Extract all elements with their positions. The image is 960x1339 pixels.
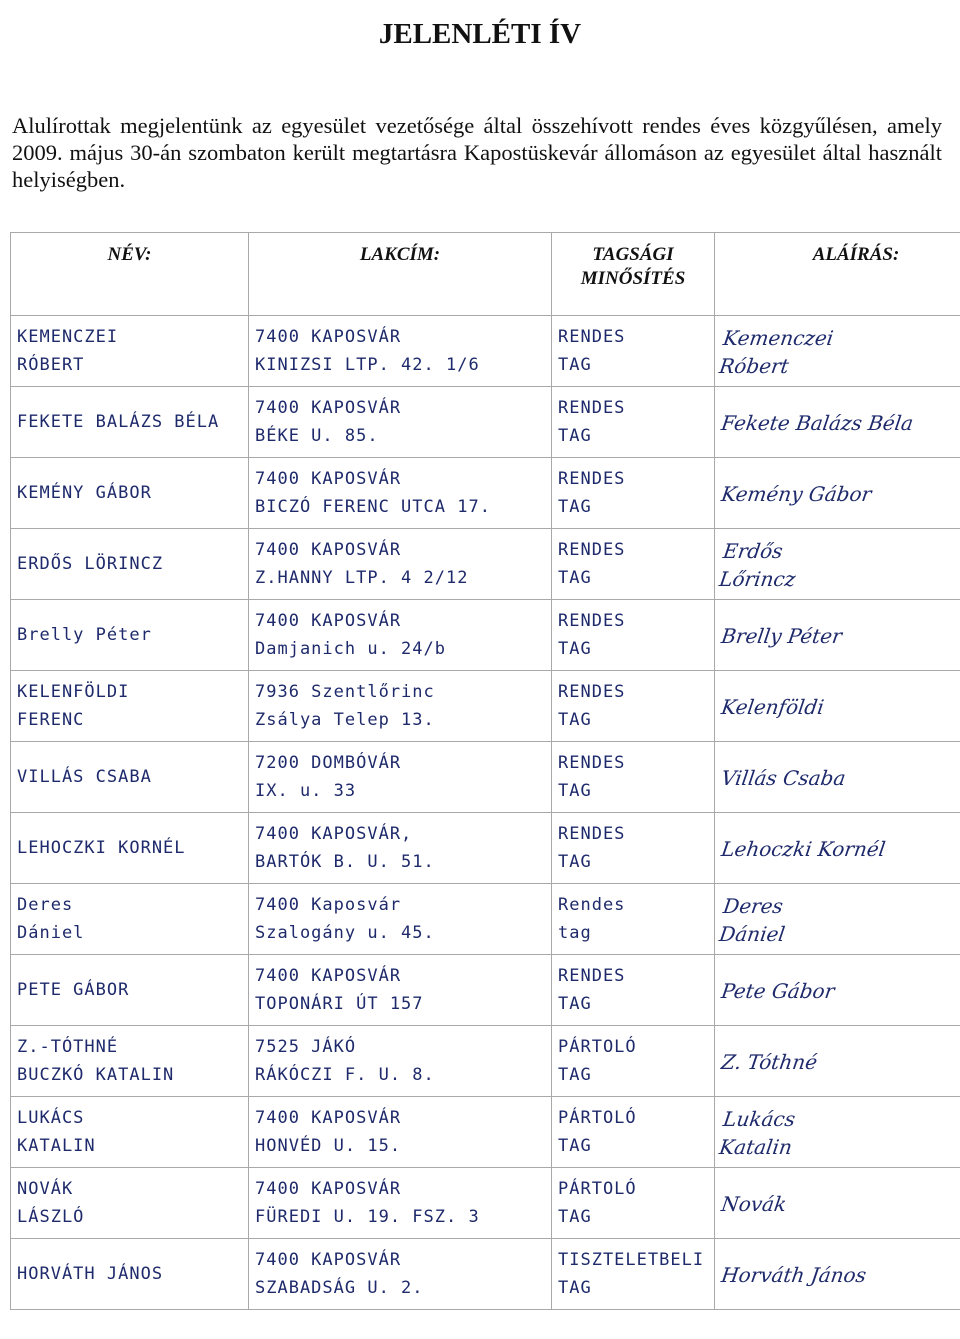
table-row <box>11 1026 960 1097</box>
status-cell-line1: RENDES <box>558 327 626 347</box>
address-cell-line1: 7525 JÁKÓ <box>255 1037 357 1057</box>
signature-cell-line1: Novák <box>719 1191 788 1215</box>
address-cell-line1: 7400 KAPOSVÁR <box>255 611 402 631</box>
table-row <box>11 387 960 458</box>
address-cell-line2: Damjanich u. 24/b <box>255 639 446 659</box>
signature-cell <box>710 1239 960 1310</box>
status-cell-line1: PÁRTOLÓ <box>558 1037 637 1057</box>
name-cell-line1: ERDŐS LÖRINCZ <box>17 554 164 574</box>
name-cell-line1: LUKÁCS <box>17 1108 85 1128</box>
name-cell <box>11 955 249 1026</box>
name-cell <box>11 1168 249 1239</box>
signature-cell-line1: Kemenczei <box>721 325 835 349</box>
status-cell <box>552 1239 715 1310</box>
signature-cell <box>710 529 960 600</box>
name-cell-line2: RÓBERT <box>17 355 85 375</box>
name-cell-line2: BUCZKÓ KATALIN <box>17 1065 175 1085</box>
signature-cell-line1: Kemény Gábor <box>719 481 873 505</box>
signature-cell-line2: Lőrincz <box>717 566 797 590</box>
status-cell-line1: RENDES <box>558 824 626 844</box>
signature-cell-line1: Fekete Balázs Béla <box>719 410 915 434</box>
address-cell <box>249 387 552 458</box>
address-cell <box>249 529 552 600</box>
address-cell <box>249 813 552 884</box>
signature-cell-line1: Lehoczki Kornél <box>719 836 887 860</box>
status-cell <box>552 529 715 600</box>
status-cell-line1: RENDES <box>558 469 626 489</box>
status-cell-line1: RENDES <box>558 540 626 560</box>
table-row <box>11 600 960 671</box>
name-cell-line1: NOVÁK <box>17 1179 74 1199</box>
signature-cell-line1: Z. Tóthné <box>719 1049 819 1073</box>
signature-cell-line2: Dániel <box>717 921 787 945</box>
name-cell <box>11 813 249 884</box>
signature-cell <box>710 884 960 955</box>
address-cell <box>249 955 552 1026</box>
status-cell-line2: TAG <box>558 852 592 872</box>
name-cell <box>11 316 249 387</box>
signature-cell <box>710 742 960 813</box>
status-cell <box>552 1026 715 1097</box>
address-cell <box>249 600 552 671</box>
name-cell-line2: FERENC <box>17 710 85 730</box>
address-cell <box>249 742 552 813</box>
address-cell-line1: 7400 KAPOSVÁR <box>255 1108 402 1128</box>
signature-cell <box>710 1026 960 1097</box>
status-cell-line2: TAG <box>558 781 592 801</box>
signature-cell-line1: Erdős <box>721 538 784 562</box>
address-cell-line2: Z.HANNY LTP. 4 2/12 <box>255 568 469 588</box>
signature-cell-line2: Katalin <box>717 1134 794 1158</box>
table-row <box>11 458 960 529</box>
status-cell-line2: TAG <box>558 497 592 517</box>
header-status <box>552 233 715 316</box>
address-cell-line2: SZABADSÁG U. 2. <box>255 1278 424 1298</box>
address-cell-line1: 7400 KAPOSVÁR <box>255 327 402 347</box>
status-cell-line2: TAG <box>558 1065 592 1085</box>
address-cell <box>249 1239 552 1310</box>
address-cell-line1: 7400 KAPOSVÁR <box>255 1179 402 1199</box>
status-cell <box>552 955 715 1026</box>
name-cell <box>11 742 249 813</box>
address-cell <box>249 1168 552 1239</box>
status-cell-line2: TAG <box>558 1207 592 1227</box>
name-cell <box>11 529 249 600</box>
status-cell <box>552 316 715 387</box>
status-cell-line2: TAG <box>558 994 592 1014</box>
document-title: JELENLÉTI ÍV <box>378 18 582 50</box>
table-row <box>11 671 960 742</box>
signature-cell <box>710 955 960 1026</box>
status-cell-line1: RENDES <box>558 611 626 631</box>
address-cell-line2: FÜREDI U. 19. FSZ. 3 <box>255 1207 480 1227</box>
status-cell-line1: PÁRTOLÓ <box>558 1179 637 1199</box>
name-cell-line1: HORVÁTH JÁNOS <box>17 1264 164 1284</box>
name-cell-line1: KEMENCZEI <box>17 327 119 347</box>
status-cell-line2: TAG <box>558 1278 592 1298</box>
attendance-table <box>10 232 960 1310</box>
name-cell-line1: VILLÁS CSABA <box>17 767 152 787</box>
signature-cell-line1: Deres <box>721 893 785 917</box>
table-row <box>11 813 960 884</box>
status-cell <box>552 1097 715 1168</box>
status-cell-line1: RENDES <box>558 753 626 773</box>
signature-cell-line1: Horváth János <box>719 1262 868 1286</box>
address-cell <box>249 1026 552 1097</box>
address-cell-line2: BARTÓK B. U. 51. <box>255 852 435 872</box>
address-cell-line2: BÉKE U. 85. <box>255 426 379 446</box>
status-cell-line1: RENDES <box>558 966 626 986</box>
address-cell-line2: Zsálya Telep 13. <box>255 710 435 730</box>
address-cell-line1: 7400 KAPOSVÁR <box>255 540 402 560</box>
address-cell-line2: RÁKÓCZI F. U. 8. <box>255 1065 435 1085</box>
name-cell <box>11 458 249 529</box>
address-cell-line2: IX. u. 33 <box>255 781 357 801</box>
name-cell-line1: Deres <box>17 895 74 915</box>
status-cell-line2: TAG <box>558 710 592 730</box>
address-cell-line2: Szalogány u. 45. <box>255 923 435 943</box>
intro-paragraph: Alulírottak megjelentünk az egyesület vezetősége által összehívott rendes éves közgyűlésen, amely 2009. május 30-án szombaton került megtartásra Kapostüskevár állomáson az egyesület által használt helyiségben. <box>12 113 942 192</box>
address-cell-line1: 7400 KAPOSVÁR <box>255 1250 402 1270</box>
name-cell-line1: Z.-TÓTHNÉ <box>17 1037 119 1057</box>
address-cell-line2: HONVÉD U. 15. <box>255 1136 402 1156</box>
status-cell <box>552 813 715 884</box>
name-cell-line2: Dániel <box>17 923 85 943</box>
name-cell <box>11 1239 249 1310</box>
name-cell <box>11 884 249 955</box>
header-status-line2: MINŐSÍTÉS <box>580 268 686 289</box>
table-row <box>11 1097 960 1168</box>
status-cell-line2: TAG <box>558 355 592 375</box>
name-cell-line2: KATALIN <box>17 1136 96 1156</box>
name-cell <box>11 1026 249 1097</box>
address-cell-line1: 7400 KAPOSVÁR <box>255 966 402 986</box>
signature-cell-line1: Villás Csaba <box>719 765 847 789</box>
status-cell-line1: RENDES <box>558 682 626 702</box>
signature-cell <box>710 387 960 458</box>
address-cell-line1: 7200 DOMBÓVÁR <box>255 753 402 773</box>
address-cell-line1: 7400 Kaposvár <box>255 895 402 915</box>
status-cell-line2: TAG <box>558 426 592 446</box>
address-cell <box>249 316 552 387</box>
header-status-line1: TAGSÁGI <box>592 244 674 265</box>
signature-cell-line1: Lukács <box>721 1106 797 1130</box>
address-cell-line2: BICZÓ FERENC UTCA 17. <box>255 497 491 517</box>
header-row <box>11 233 960 316</box>
address-cell <box>249 671 552 742</box>
signature-cell <box>710 458 960 529</box>
signature-cell-line1: Kelenföldi <box>719 694 826 718</box>
name-cell <box>11 600 249 671</box>
status-cell-line1: Rendes <box>558 895 626 915</box>
address-cell-line2: KINIZSI LTP. 42. 1/6 <box>255 355 480 375</box>
status-cell <box>552 884 715 955</box>
name-cell-line1: KEMÉNY GÁBOR <box>17 483 152 503</box>
table-row <box>11 1239 960 1310</box>
table-row <box>11 955 960 1026</box>
signature-cell <box>710 1168 960 1239</box>
address-cell-line1: 7936 Szentlőrinc <box>255 682 435 702</box>
table-row <box>11 316 960 387</box>
status-cell-line1: RENDES <box>558 398 626 418</box>
status-cell <box>552 1168 715 1239</box>
header-address: LAKCÍM: <box>249 233 552 316</box>
table-row <box>11 884 960 955</box>
signature-cell-line1: Pete Gábor <box>719 978 836 1002</box>
name-cell-line1: LEHOCZKI KORNÉL <box>17 838 186 858</box>
name-cell-line1: FEKETE BALÁZS BÉLA <box>17 412 220 432</box>
address-cell <box>249 1097 552 1168</box>
header-signature: ALÁÍRÁS: <box>715 233 960 316</box>
status-cell <box>552 600 715 671</box>
table-row <box>11 1168 960 1239</box>
address-cell-line1: 7400 KAPOSVÁR <box>255 469 402 489</box>
name-cell-line2: LÁSZLÓ <box>17 1207 85 1227</box>
status-cell-line2: TAG <box>558 568 592 588</box>
status-cell <box>552 387 715 458</box>
name-cell <box>11 671 249 742</box>
status-cell-line2: TAG <box>558 1136 592 1156</box>
table-row <box>11 742 960 813</box>
name-cell-line1: Brelly Péter <box>17 625 152 645</box>
signature-cell <box>710 671 960 742</box>
status-cell <box>552 742 715 813</box>
name-cell <box>11 387 249 458</box>
signature-cell <box>710 316 960 387</box>
signature-cell-line2: Róbert <box>717 353 791 377</box>
address-cell <box>249 884 552 955</box>
table-row <box>11 529 960 600</box>
signature-cell <box>710 813 960 884</box>
signature-cell <box>710 1097 960 1168</box>
address-cell-line1: 7400 KAPOSVÁR <box>255 398 402 418</box>
name-cell-line1: PETE GÁBOR <box>17 980 130 1000</box>
signature-cell-line1: Brelly Péter <box>719 623 844 647</box>
header-name: NÉV: <box>11 233 249 316</box>
status-cell-line1: PÁRTOLÓ <box>558 1108 637 1128</box>
status-cell <box>552 458 715 529</box>
status-cell <box>552 671 715 742</box>
status-cell-line2: TAG <box>558 639 592 659</box>
name-cell-line1: KELENFÖLDI <box>17 682 130 702</box>
name-cell <box>11 1097 249 1168</box>
address-cell <box>249 458 552 529</box>
signature-cell <box>710 600 960 671</box>
address-cell-line2: TOPONÁRI ÚT 157 <box>255 994 424 1014</box>
status-cell-line2: tag <box>558 923 592 943</box>
status-cell-line1: TISZTELETBELI <box>558 1250 705 1270</box>
address-cell-line1: 7400 KAPOSVÁR, <box>255 824 413 844</box>
